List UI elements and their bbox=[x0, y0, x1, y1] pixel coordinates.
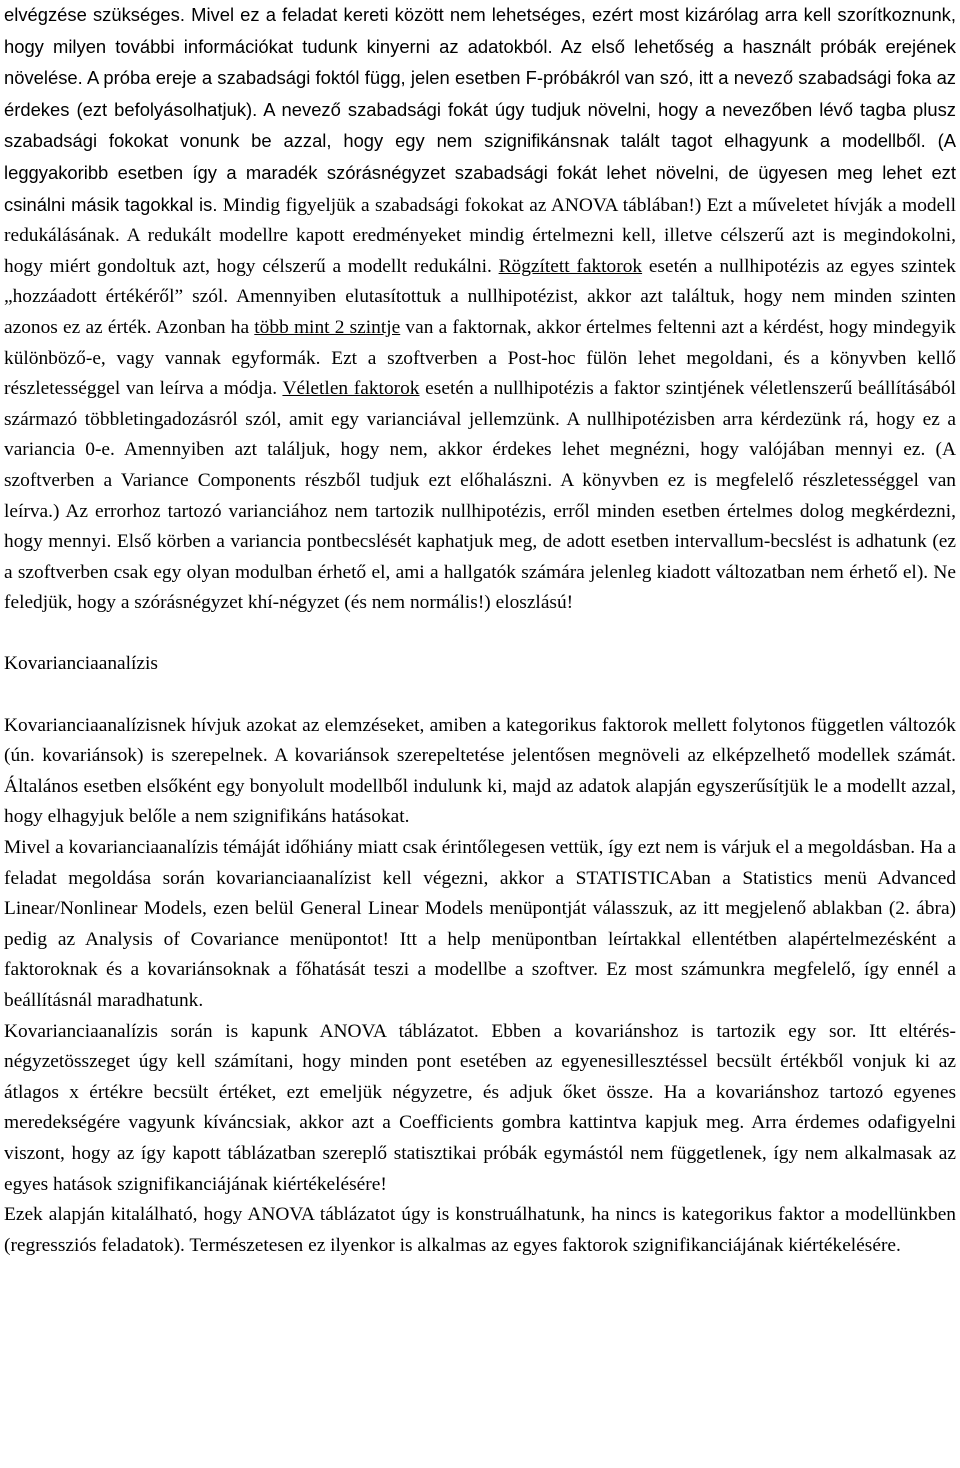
paragraph-anova-interpretation bbox=[4, 0, 956, 619]
text-run: esetén a nullhipotézis a faktor szintjének véletlenszerű beállításából származó többletingadozásról szól, amit egy varianciával jellemzünk. A nullhipotézisben arra kérdezünk rá, hogy ez a variancia 0-e. Amennyiben azt találjuk, hogy nem, akkor érdekes lehet megnézni, hogy valójában mennyi ez. (A szoftverben a bbox=[4, 378, 957, 491]
software-term: Coefficients bbox=[399, 1112, 494, 1134]
software-term: General Linear Models bbox=[300, 898, 484, 920]
text-run: A nevező szabadsági fokát úgy tudjuk növelni, hogy a nevezőben lévő tagba plusz szabadsági fokokat vonunk be azzal, hogy egy nem szignifikánsnak talált tagot elhagyunk a modellből. (A leggyakoribb esetben így a maradék szórásnégyzet szabadsági fokát lehet növelni, de ügyesen meg lehet ezt csinálni másik tagokkal is. bbox=[4, 98, 956, 215]
paragraph-covariance-definition: Kovarianciaanalízisnek hívjuk azokat az elemzéseket, amiben a kategorikus faktorok mellett folytonos független változók (ún. kovariánsok) is szerepelnek. A kovariánsok szerepeltetése jelentősen megnöveli az elképzelhető modellek számát. Általános esetben elsőként egy bonyolult modellből indulunk ki, majd az adatok alapján egyszerűsítjük le a modellt azzal, hogy elhagyjuk belőle a nem szignifikáns hatásokat. bbox=[4, 714, 956, 828]
text-run: menüpontját válasszuk, az itt megjelenő ablakban (2. ábra) pedig az bbox=[4, 898, 957, 950]
text-run: Kovarianciaanalízis során is kapunk ANOVA táblázatot. Ebben a kovariánshoz is tartozik egy sor. Itt eltérés-négyzetösszeget úgy kell számítani, hogy minden pont esetében az egyenesillesztéssel becsült értékből vonjuk ki az átlagos x értékre becsült értéket, ezt emeljük négyzetre, és adjuk őket össze. Ha a kovariánshoz tartozó egyenes meredekségére vagyunk kíváncsiak, akkor azt a bbox=[4, 1020, 956, 1134]
text-run: esetén a nullhipotézis az egyes szintek „hozzáadott értékéről” szól. Amennyiben elutasítottuk a nullhipotézist, akkor azt találtuk, hogy nem minden szinten azonos ez az érték. Azonban ha bbox=[4, 255, 956, 338]
text-run: gombra kattintva kapjuk meg. Arra érdemes odafigyelni viszont, hogy az így kapott táblázatban szereplő statisztikai próbák egymástól nem függetlenek, így nem alkalmasak az egyes hatások szignifikanciájának kiértékelésére! bbox=[4, 1112, 956, 1195]
text-run: részből tudjuk ezt előhalászni. A könyvben ez is megfelelő részletességgel van leírva.) Az errorhoz tartozó varianciához nem tartozik nullhipotézis, erről minden esetben értelmes dolog megkérdezni, hogy mennyi. Első körben a variancia pontbecslését kaphatjuk meg, de adott esetben intervallum-becslést is adhatunk (ez a szoftverben csak egy olyan modulban érhető el, ami a hallgatók számára jelenleg kiadott változatban nem érhető el). Ne feledjük, hogy a szórásnégyzet khí-négyzet (és nem normális!) eloszlású! bbox=[4, 469, 956, 614]
paragraph-regression: Ezek alapján kitalálható, hogy ANOVA táblázatot úgy is konstruálhatunk, ha nincs is kategorikus faktor a modellünkben (regressziós feladatok). Természetesen ez ilyenkor is alkalmas az egyes faktorok szignifikanciájának kiértékelésére. bbox=[4, 1204, 956, 1256]
underlined-term-more-levels: több mint 2 szintje bbox=[254, 316, 401, 338]
underlined-term-fixed-factors: Rögzített faktorok bbox=[498, 255, 643, 277]
paragraph-covariance-software bbox=[4, 833, 956, 1017]
software-term: Variance Components bbox=[120, 469, 296, 491]
document-page bbox=[4, 0, 956, 1261]
paragraph-anova-table bbox=[4, 1017, 956, 1201]
software-term: Analysis of Covariance bbox=[84, 928, 279, 950]
text-run: Mindig figyeljük a szabadsági fokokat az ANOVA táblában!) Ezt a műveletet hívják a modell redukálásának. A redukált modellre kapott eredményeket mindig értelmezni kell, illetve célszerű azt is megindokolni, hogy miért gondoltuk azt, hogy célszerű a modellt redukálni. bbox=[4, 194, 956, 277]
underlined-term-random-factors: Véletlen faktorok bbox=[282, 378, 420, 400]
text-run: Mivel a kovarianciaanalízis témáját időhiány miatt csak érintőlegesen vettük, így ezt nem is várjuk el a megoldásban. Ha a feladat megoldása során kovarianciaanalízist kell végezni, akkor a STATISTICAban a Statistics menü Advanced Linear/Nonlinear Models, ezen belül bbox=[4, 837, 956, 920]
text-run: elvégzése szükséges. Mivel ez a feladat kereti között nem lehetséges, ezért most kizárólag arra kell szorítkoznunk, hogy milyen további információkat tudunk kinyerni az adatokból. Az első lehetőség a használt próbák erejének növelése. A próba ereje a szabadsági foktól függ, jelen esetben F-próbákról van szó, itt a nevező szabadsági foka az érdekes (ezt befolyásolhatjuk). bbox=[4, 4, 956, 120]
section-heading: Kovarianciaanalízis bbox=[4, 653, 158, 675]
text-run: menüpontot! Itt a help menüpontban leírtakkal ellentétben alapértelmezésként a faktoroknak és a kovariánsoknak a főhatását teszi a modellbe a szoftver. Ez most számunkra megfelelő, így ennél a beállításnál maradhatunk. bbox=[4, 928, 956, 1011]
text-run: van a faktornak, akkor értelmes feltenni azt a kérdést, hogy mindegyik különböző-e, vagy vannak egyformák. Ezt a szoftverben a Post-hoc fülön lehet megoldani, és a könyvben kellő részletességgel van leírva a módja. bbox=[4, 316, 956, 400]
